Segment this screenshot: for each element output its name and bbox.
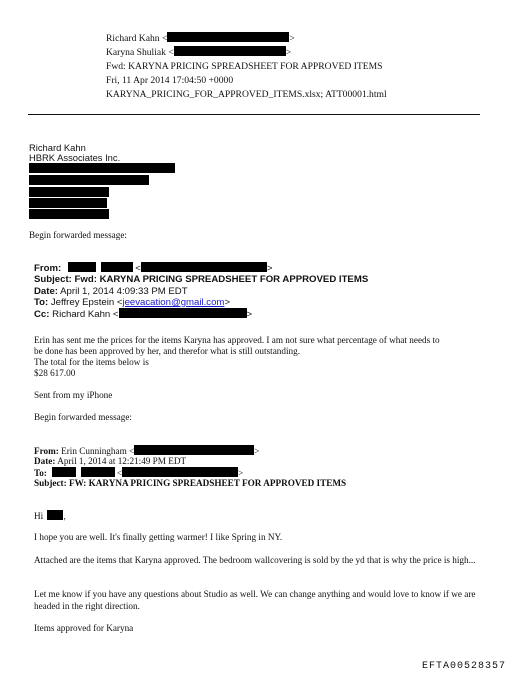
- fwd1-from-open: <: [135, 263, 141, 274]
- header-divider: [28, 114, 480, 115]
- fwd2-from-value: Erin Cunningham <: [61, 446, 135, 456]
- fwd2-subject-value: FW: KARYNA PRICING SPREADSHEET FOR APPROVED ITEMS: [68, 478, 347, 488]
- fwd1-cc-value: Richard Kahn <: [52, 309, 119, 320]
- redaction-bar: [122, 467, 238, 477]
- fwd2-para1: I hope you are well. It's finally getting warmer! I like Spring in NY.: [34, 532, 283, 542]
- redaction-bar: [141, 262, 267, 272]
- fwd2-para2: Attached are the items that Karyna approved. The bedroom wallcovering is sold by the yd that is why the price is high...: [34, 555, 476, 565]
- signature-redaction: [29, 163, 175, 173]
- fwd1-subject-row: [34, 274, 368, 285]
- header-attachments-value: KARYNA_PRICING_FOR_APPROVED_ITEMS.xlsx; ATT00001.html: [106, 89, 387, 100]
- fwd1-cc-row: [34, 308, 252, 320]
- header-subject-value: Fwd: KARYNA PRICING SPREADSHEET FOR APPROVED ITEMS: [106, 61, 383, 72]
- fwd1-to-email-link[interactable]: jeevacation@gmail.com: [122, 297, 225, 308]
- fwd2-from-label: From:: [34, 446, 59, 456]
- fwd2-para3: Let me know if you have any questions about Studio as well. We can change anything and would love to know if we are headed in the right direction.: [34, 589, 476, 611]
- fwd1-subject-value: Fwd: KARYNA PRICING SPREADSHEET FOR APPROVED ITEMS: [74, 274, 369, 285]
- fwd2-subject-row: [34, 478, 346, 490]
- fwd1-from-close: >: [266, 263, 273, 274]
- signature-redaction: [29, 198, 107, 208]
- signature-redaction: [29, 175, 149, 185]
- fwd1-cc-close: >: [246, 309, 253, 320]
- fwd1-body-line3: The total for the items below is: [34, 357, 149, 367]
- signature-redaction: [29, 187, 109, 197]
- header-to-value: Karyna Shuliak <: [106, 47, 174, 58]
- signature-redaction: [29, 209, 109, 219]
- fwd2-to-close: >: [238, 468, 244, 478]
- fwd1-total: $28 617.00: [34, 368, 76, 378]
- fwd2-greeting-text: Hi: [34, 511, 44, 521]
- redaction-bar: [47, 510, 66, 521]
- fwd1-from-label: From:: [34, 263, 62, 274]
- fwd2-from-close: >: [254, 446, 260, 456]
- signature-name: Richard Kahn: [29, 142, 86, 153]
- redaction-bar: [167, 32, 289, 42]
- bates-number: EFTA00528357: [421, 661, 506, 672]
- fwd2-to-open: <: [116, 468, 123, 478]
- forward-intro: Begin forwarded message:: [29, 230, 127, 240]
- redaction-bar: [68, 262, 96, 272]
- header-to-close: >: [285, 47, 292, 58]
- fwd1-date-row: [34, 286, 188, 297]
- fwd2-date-label: Date:: [34, 456, 56, 466]
- fwd1-from-row: [34, 262, 272, 274]
- fwd2-greeting: [34, 510, 66, 523]
- fwd1-to-close: >: [224, 297, 231, 308]
- fwd2-date-row: [34, 456, 186, 468]
- fwd2-greeting-end: ,: [63, 511, 66, 521]
- redaction-bar: [101, 262, 133, 272]
- fwd1-sent-from: Sent from my iPhone: [34, 390, 113, 400]
- header-date-value: Fri, 11 Apr 2014 17:04:50 +0000: [106, 75, 234, 86]
- fwd1-to-label: To:: [34, 297, 49, 308]
- header-from-close: >: [289, 33, 295, 44]
- fwd1-to-row: [34, 297, 230, 308]
- fwd1-date-label: Date:: [34, 286, 58, 297]
- fwd1-body-line2: be done has been approved by her, and therefor what is still outstanding.: [34, 346, 300, 356]
- redaction-bar: [174, 46, 286, 56]
- fwd1-date-value: April 1, 2014 4:09:33 PM EDT: [60, 286, 188, 297]
- fwd2-date-value: April 1, 2014 at 12:21:49 PM EDT: [57, 456, 187, 466]
- fwd1-subject-label: Subject:: [34, 274, 72, 285]
- fwd1-cc-label: Cc:: [34, 309, 50, 320]
- fwd2-para4: Items approved for Karyna: [34, 623, 134, 633]
- fwd1-intro2: Begin forwarded message:: [34, 412, 132, 422]
- redaction-bar: [52, 467, 76, 477]
- fwd2-subject-label: Subject:: [34, 478, 67, 488]
- fwd1-body-line1: Erin has sent me the prices for the items Karyna has approved. I am not sure what percentage of what needs to: [34, 335, 440, 345]
- fwd1-to-name: Jeffrey Epstein <: [50, 297, 123, 308]
- redaction-bar: [134, 445, 254, 455]
- fwd2-to-label: To:: [34, 468, 47, 478]
- redaction-bar: [119, 308, 247, 318]
- signature-company: HBRK Associates Inc.: [29, 152, 121, 163]
- header-from-value: Richard Kahn <: [106, 33, 168, 44]
- redaction-bar: [81, 467, 115, 477]
